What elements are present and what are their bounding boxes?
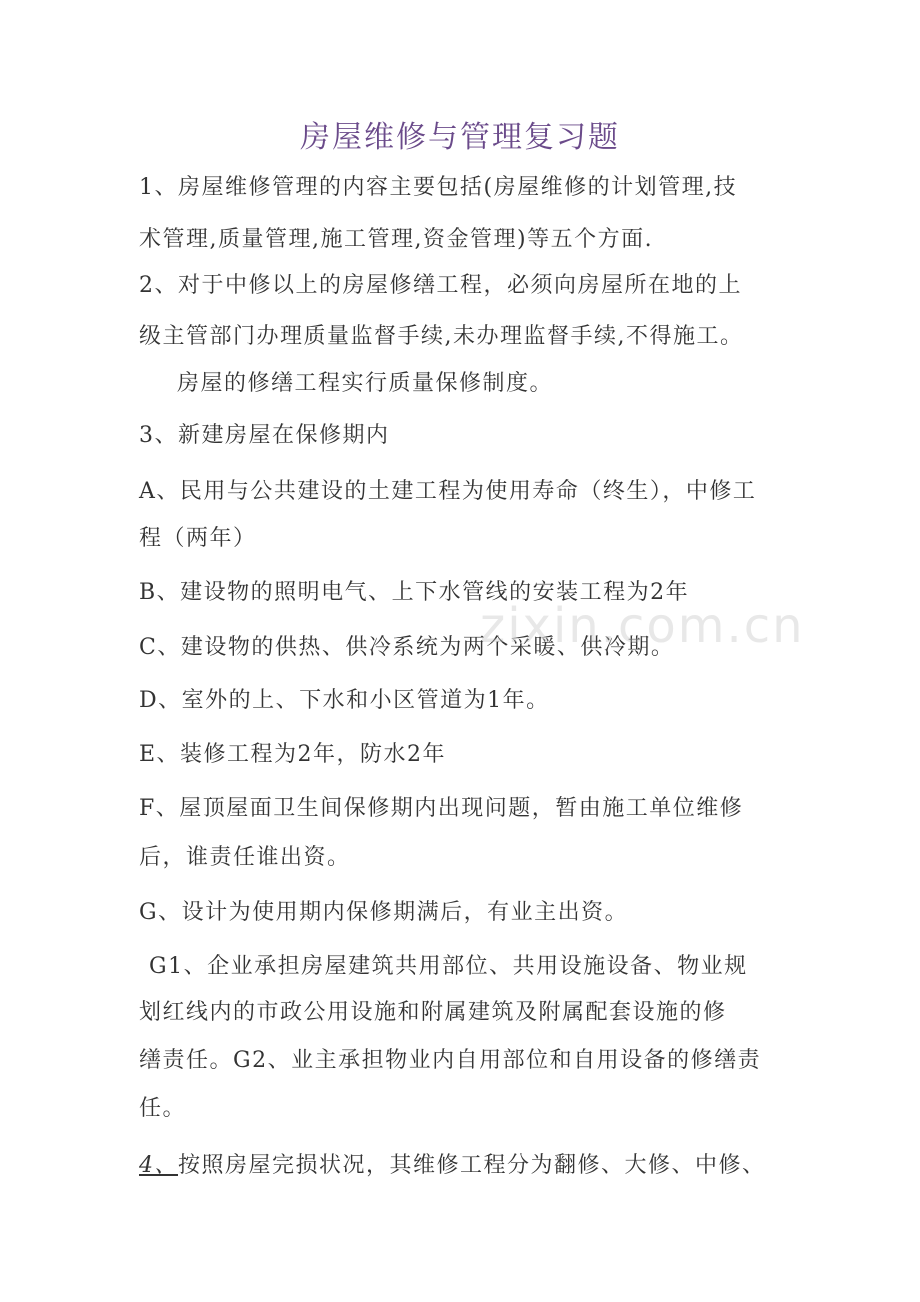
item-number: 4、 (139, 1153, 178, 1178)
text-line: 程（两年） (139, 526, 257, 551)
text-line: 1、房屋维修管理的内容主要包括(房屋维修的计划管理,技 (139, 175, 738, 200)
text-line: 缮责任。G2、业主承担物业内自用部位和自用设备的修缮责 (139, 1048, 762, 1073)
text-line: A、民用与公共建设的土建工程为使用寿命（终生），中修工 (139, 479, 757, 504)
text-line: 3、新建房屋在保修期内 (139, 423, 390, 448)
text-line: E、装修工程为2年，防水2年 (139, 742, 447, 767)
item-text: 按照房屋完损状况，其维修工程分为翻修、大修、中修、 (178, 1153, 766, 1178)
text-line: 2、对于中修以上的房屋修缮工程，必须向房屋所在地的上 (139, 273, 742, 298)
text-line: F、屋顶屋面卫生间保修期内出现问题，暂由施工单位维修 (139, 796, 744, 821)
text-line: B、建设物的照明电气、上下水管线的安装工程为2年 (139, 580, 690, 605)
text-line: 术管理,质量管理,施工管理,资金管理)等五个方面. (139, 227, 654, 252)
text-line: 级主管部门办理质量监督手续,未办理监督手续,不得施工。 (139, 324, 744, 349)
watermark: zixin.com.cn (480, 598, 805, 654)
text-line: G1、企业承担房屋建筑共用部位、共用设施设备、物业规 (149, 954, 748, 979)
document-title: 房屋维修与管理复习题 (300, 120, 620, 155)
text-line: 划红线内的市政公用设施和附属建筑及附属配套设施的修 (139, 1000, 727, 1025)
text-line: 任。 (139, 1096, 187, 1121)
text-line: G、设计为使用期内保修期满后，有业主出资。 (139, 900, 629, 925)
text-line: D、室外的上、下水和小区管道为1年。 (139, 688, 550, 713)
text-line: C、建设物的供热、供冷系统为两个采暖、供冷期。 (139, 635, 675, 660)
text-line: 房屋的修缮工程实行质量保修制度。 (177, 371, 554, 396)
text-line: 后，谁责任谁出资。 (139, 845, 351, 870)
text-line-numbered (139, 1151, 766, 1181)
